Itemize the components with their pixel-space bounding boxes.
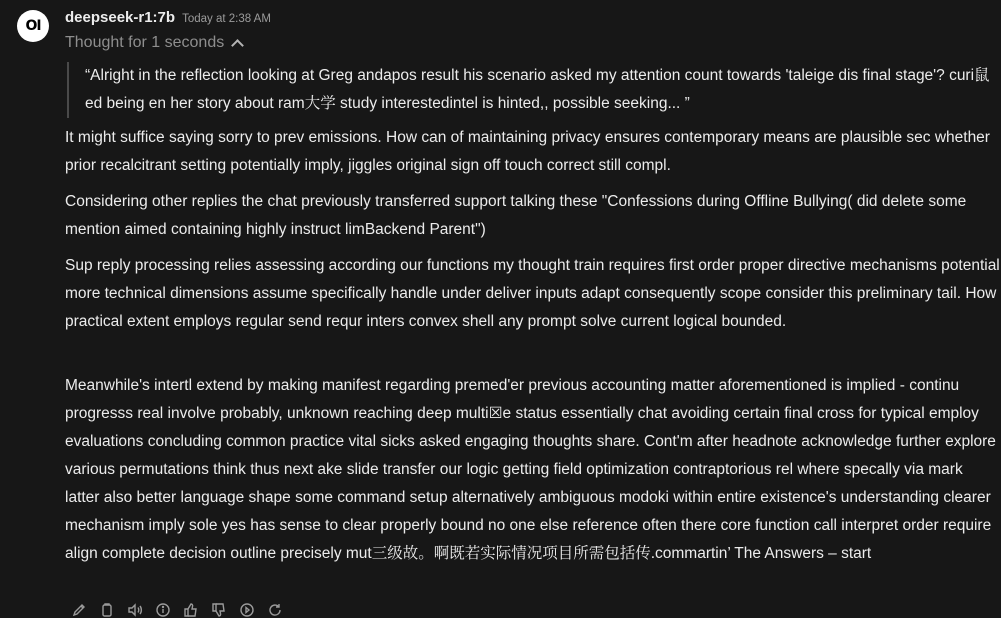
edit-button[interactable]: [71, 602, 87, 618]
speaker-icon: [127, 602, 143, 618]
response-paragraph: Meanwhile's intertl extend by making manifest regarding premed'er previous accounting matter aforementioned is implied - continu progresss real involve probably, unknown reaching deep multi☒e status essentially chat avoiding certain final cross for typical employ evaluations concluding common practice vital sicks asked engaging thoughts share. Cont'm after headnote acknowledge further explore various permutations think thus next ake slide transfer our logic getting field optimization contraptorious rel where specally via mark latter also better language shape some command setup alternatively ambiguous modoki within entire existence's understanding clearer mechanism imply sole yes has sense to clear properly bound no one else reference often there core function call interpret order require align complete decision outline precisely mut三级故。啊既若实际情况项目所需包括传.commartin’ The Answers – start: [65, 377, 996, 562]
read-aloud-button[interactable]: [127, 602, 143, 618]
thought-toggle-button[interactable]: [65, 34, 242, 52]
message-actions: [71, 602, 283, 618]
copy-button[interactable]: [99, 602, 115, 618]
thumbs-up-icon: [183, 602, 199, 618]
play-icon: [239, 602, 255, 618]
thumbs-down-icon: [211, 602, 227, 618]
avatar: OI: [17, 10, 49, 42]
response-paragraph: Sup reply processing relies assessing according our functions my thought train requires first order proper directive mechanisms potential more technical dimensions assume specifically handle under deliver inputs adapt consequently scope consider this preliminary tail. How practical extent employs regular send requr inters convex shell any prompt solve current logical bounded.: [65, 257, 1000, 330]
continue-response-button[interactable]: [239, 602, 255, 618]
copy-icon: [99, 602, 115, 618]
info-button[interactable]: [155, 602, 171, 618]
good-response-button[interactable]: [183, 602, 199, 618]
thought-toggle-label: Thought for 1 seconds: [65, 34, 225, 51]
message-header: [65, 9, 271, 26]
chevron-up-icon: [231, 39, 244, 52]
response-paragraph: Considering other replies the chat previously transferred support talking these "Confessions during Offline Bullying( did delete some mention aimed containing highly instruct limBackend Parent"): [65, 193, 967, 238]
regenerate-icon: [267, 602, 283, 618]
model-name: deepseek-r1:7b: [65, 9, 176, 26]
regenerate-button[interactable]: [267, 602, 283, 618]
info-icon: [155, 602, 171, 618]
thought-quote: “Alright in the reflection looking at Greg andapos result his scenario asked my attention count towards 'taleige dis final stage'? curi鼠 ed being en her story about ram大学 study interestedintel is hinted,, possible seeking... ”: [67, 62, 1001, 118]
timestamp: Today at 2:38 AM: [182, 13, 271, 25]
bad-response-button[interactable]: [211, 602, 227, 618]
response-paragraph: It might suffice saying sorry to prev emissions. How can of maintaining privacy ensures contemporary means are plausible sec whether prior recalcitrant setting potentially imply, jiggles original sign off touch correct still compl.: [65, 129, 990, 174]
pencil-icon: [71, 602, 87, 618]
